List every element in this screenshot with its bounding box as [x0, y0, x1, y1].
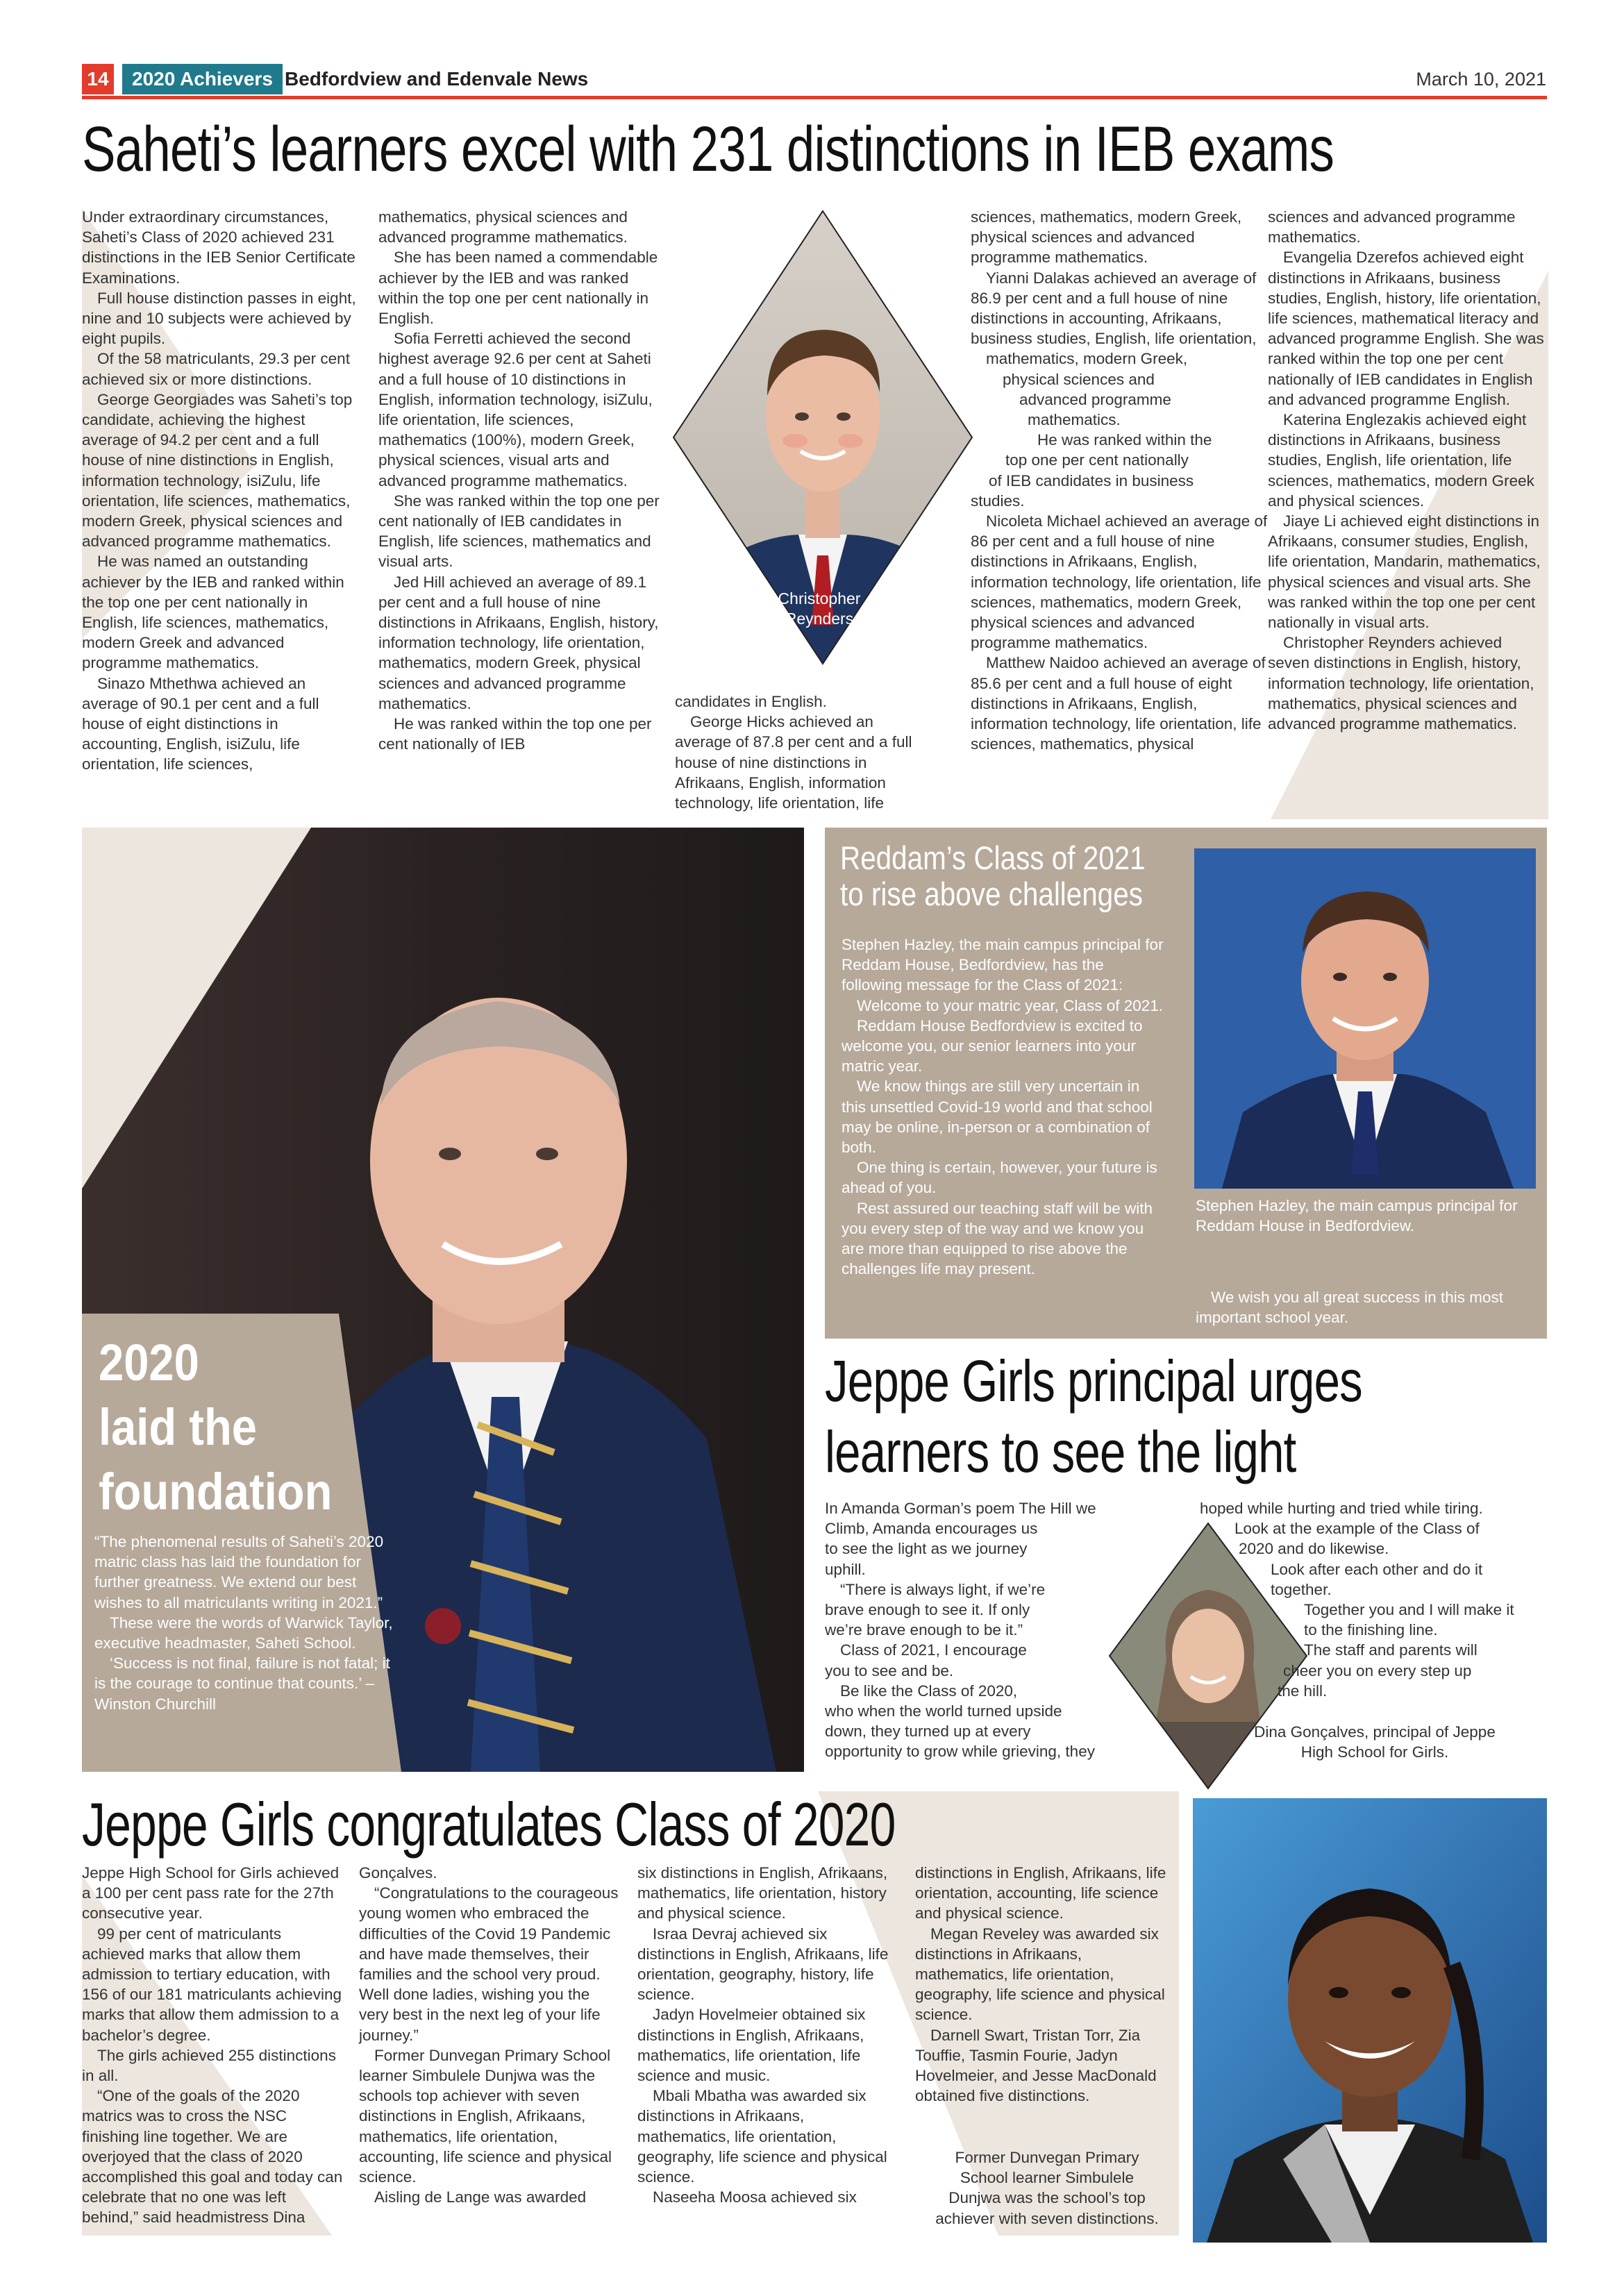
reddam-closing: We wish you all great success in this most important school year. — [1196, 1289, 1503, 1327]
text-line: Class of 2021, I encourage — [840, 1641, 1027, 1659]
paragraph: Christopher Reynders achieved seven distinctions in English, history, information technology, life orientation, mathematics, physical sciences and advanced programme mathematics. — [1268, 634, 1534, 733]
text-line: Look after each other and do it — [1271, 1560, 1483, 1578]
paragraph: Rest assured our teaching staff will be with you every step of the way and we know you are more than equipped to rise above the challenges life may present. — [842, 1199, 1153, 1278]
paragraph: advanced programme — [1019, 390, 1171, 408]
paragraph: Welcome to your matric year, Class of 2021. — [857, 996, 1164, 1014]
paragraph: mathematics, modern Greek, — [986, 350, 1188, 368]
text-line: Dina Gonçalves, principal of Jeppe — [1254, 1723, 1496, 1741]
text-line: “There is always light, if we’re — [840, 1580, 1046, 1598]
text-line: Former Dunvegan Primary — [955, 2149, 1139, 2166]
publication-name: Bedfordview and Edenvale News — [285, 68, 589, 90]
paragraph: Katerina Englezakis achieved eight distinctions in Afrikaans, business studies, English, life orientation, life sciences, mathematics, modern Greek and physical sciences. — [1268, 411, 1534, 510]
jeppe-light-headline — [825, 1346, 1362, 1487]
christopher-reynders-caption: Christopher Reynders — [778, 589, 861, 628]
paragraph: 99 per cent of matriculants achieved marks that allow them admission to tertiary education, with 156 of our 181 matriculants achieving marks that allow them admission to a bachelor’s degree. — [82, 1925, 342, 2044]
paragraph: George Georgiades was Saheti’s top candidate, achieving the highest average of 94.2 per cent and a full house of nine distinctions in English, information technology, isiZulu, life orientation, life sciences, mathematics, modern Greek, physical sciences and advanced programme mathematics. — [82, 390, 353, 551]
paragraph: Naseeha Moosa achieved six — [653, 2188, 857, 2206]
paragraph: distinctions in English, Afrikaans, life orientation, accounting, life science and physical science. — [915, 1864, 1166, 1922]
text-line: Dunjwa was the school’s top — [948, 2189, 1146, 2207]
paragraph: He was named an outstanding achiever by the IEB and ranked within the top one per cent nationally in English, life sciences, mathematics, modern Greek and advanced programme mathematics. — [82, 553, 344, 672]
paragraph: She has been named a commendable achiever by the IEB and was ranked within the top one per cent nationally in English. — [378, 249, 658, 328]
saheti-column-2 — [378, 207, 662, 754]
headline-line: Jeppe Girls principal urges — [825, 1348, 1362, 1414]
saheti-column-4 — [971, 207, 1269, 754]
jeppe-light-right-column — [1200, 1498, 1547, 1701]
paragraph: mathematics. — [1028, 411, 1121, 429]
saheti-column-1 — [82, 207, 360, 775]
paragraph: He was ranked within the — [1037, 431, 1212, 449]
text-line: High School for Girls. — [1300, 1743, 1449, 1761]
paragraph: Sinazo Mthethwa achieved an average of 90.1 per cent and a full house of eight distinctions in accounting, English, isiZulu, life orientation, life sciences, — [82, 674, 319, 773]
stephen-hazley-photo — [1194, 848, 1536, 1189]
paragraph: Jadyn Hovelmeier obtained six distinctions in English, Afrikaans, mathematics, life orientation, life science and music. — [637, 2006, 866, 2085]
paragraph: Aisling de Lange was awarded — [374, 2188, 587, 2206]
text-line: hoped while hurting and tried while tiring. — [1200, 1500, 1483, 1517]
paragraph: Evangelia Dzerefos achieved eight distinctions in Afrikaans, business studies, English, history, life orientation, life sciences, mathematical literacy and advanced programme English. She was ranked within the top one per cent nationally of IEB candidates in English and advanced programme English. — [1268, 249, 1544, 408]
jeppe-congrats-column-2 — [359, 1863, 623, 2207]
paragraph: six distinctions in English, Afrikaans, mathematics, life orientation, history and physical science. — [637, 1864, 888, 1922]
title-line: 2020 — [99, 1334, 199, 1391]
paragraph: mathematics, physical sciences and advanced programme mathematics. — [378, 208, 628, 246]
paragraph: “Congratulations to the courageous young women who embraced the difficulties of the Covid 19 Pandemic and have made themselves, their families and the school very proud. Well done ladies, wishing you the very best in the next leg of your life journey.” — [359, 1884, 619, 2044]
saheti-headline: Saheti’s learners excel with 231 distinctions in IEB exams — [82, 114, 1334, 185]
paragraph: Jiaye Li achieved eight distinctions in Afrikaans, consumer studies, English, life orientation, Mandarin, mathematics, physical sciences and visual arts. She was ranked within the top one per cent nationally in visual arts. — [1268, 512, 1541, 632]
paragraph: ‘Success is not final, failure is not fatal; it is the courage to continue that counts.’ – Winston Churchill — [94, 1654, 390, 1713]
paragraph: These were the words of Warwick Taylor, executive headmaster, Saheti School. — [94, 1614, 393, 1652]
text-line: The staff and parents will — [1304, 1641, 1477, 1659]
jeppe-congrats-column-1 — [82, 1863, 346, 2228]
headline-line: learners to see the light — [825, 1419, 1296, 1484]
paragraph: Israa Devraj achieved six distinctions in English, Afrikaans, life orientation, geography, history, life science. — [637, 1925, 889, 2004]
text-line: you to see and be. — [825, 1661, 954, 1679]
text-line: we’re brave enough to be it.” — [825, 1621, 1023, 1639]
paragraph: physical sciences and — [1003, 370, 1155, 388]
text-line: In Amanda Gorman’s poem The Hill we — [825, 1500, 1096, 1517]
reddam-body — [842, 935, 1168, 1279]
text-line: to the finishing line. — [1304, 1621, 1438, 1639]
paragraph: Megan Reveley was awarded six distinctions in Afrikaans, mathematics, life orientation, geography, life science and physical science. — [915, 1925, 1165, 2024]
paragraph: Gonçalves. — [359, 1864, 437, 1882]
text-line: down, they turned up at every — [825, 1723, 1031, 1741]
jeppe-congrats-column-4 — [915, 1863, 1179, 2106]
simbulele-dunjwa-caption — [915, 2147, 1179, 2229]
text-line: 2020 and do likewise. — [1239, 1540, 1389, 1558]
text-line: School learner Simbulele — [960, 2169, 1135, 2187]
paragraph: Jed Hill achieved an average of 89.1 per cent and a full house of nine distinctions in Afrikaans, English, history, information technology, life orientation, mathematics, modern Greek, physical sciences and advanced programme mathematics. — [378, 573, 659, 712]
jeppe-light-signoff — [1222, 1722, 1527, 1762]
page-number: 14 — [82, 64, 114, 94]
text-line: uphill. — [825, 1560, 866, 1578]
paragraph: Mbali Mbatha was awarded six distinctions in Afrikaans, mathematics, life orientation, geography, life science and physical science. — [637, 2087, 887, 2186]
text-line: opportunity to grow while grieving, they — [825, 1743, 1095, 1761]
paragraph: Full house distinction passes in eight, nine and 10 subjects were achieved by eight pupils. — [82, 289, 356, 348]
text-line: to see the light as we journey — [825, 1540, 1028, 1558]
paragraph: Darnell Swart, Tristan Torr, Zia Touffie, Tasmin Fourie, Jadyn Hovelmeier, and Jesse MacDonald obtained five distinctions. — [915, 2026, 1157, 2105]
reddam-headline — [840, 840, 1146, 912]
foundation-quote — [94, 1532, 393, 1714]
paragraph: sciences, mathematics, modern Greek, physical sciences and advanced programme mathematics. — [971, 208, 1242, 267]
text-line: Look at the example of the Class of — [1234, 1520, 1480, 1538]
paragraph: Sofia Ferretti achieved the second highest average 92.6 per cent at Saheti and a full house of 10 distinctions in English, information technology, isiZulu, life orientation, life sciences, mathematics (100%), modern Greek, physical sciences, visual arts and advanced programme mathematics. — [378, 330, 653, 489]
paragraph: of IEB candidates in business — [989, 471, 1194, 489]
stephen-hazley-caption: Stephen Hazley, the main campus principal for Reddam House in Bedfordview. — [1196, 1197, 1518, 1235]
text-line: the hill. — [1278, 1682, 1328, 1700]
text-line: achiever with seven distinctions. — [935, 2209, 1159, 2227]
paragraph: Jeppe High School for Girls achieved a 100 per cent pass rate for the 27th consecutive year. — [82, 1864, 340, 1922]
header-rule — [82, 96, 1547, 99]
issue-date: March 10, 2021 — [1416, 69, 1546, 90]
simbulele-dunjwa-photo — [1193, 1798, 1547, 2243]
headline-line: to rise above challenges — [840, 875, 1143, 912]
title-line: laid the — [99, 1398, 257, 1456]
paragraph: Former Dunvegan Primary School learner Simbulele Dunjwa was the schools top achiever with seven distinctions in English, Afrikaans, mathematics, life orientation, accounting, life science and physical science. — [359, 2046, 612, 2186]
paragraph: Of the 58 matriculants, 29.3 per cent achieved six or more distinctions. — [82, 350, 350, 388]
saheti-column-5 — [1268, 207, 1546, 734]
paragraph: Reddam House Bedfordview is excited to welcome you, our senior learners into your matric year. — [842, 1016, 1143, 1075]
paragraph: sciences and advanced programme mathematics. — [1268, 208, 1516, 246]
text-line: Together you and I will make it — [1304, 1601, 1514, 1619]
paragraph: Yianni Dalakas achieved an average of 86.9 per cent and a full house of nine distinctions in accounting, Afrikaans, business studies, English, life orientation, — [971, 269, 1257, 348]
title-line: foundation — [99, 1463, 333, 1520]
text-line: Be like the Class of 2020, — [840, 1682, 1018, 1700]
paragraph: candidates in English. — [675, 693, 827, 710]
paragraph: We know things are still very uncertain in this unsettled Covid-19 world and that school may be online, in-person or a combination of both. — [842, 1078, 1153, 1157]
section-label: 2020 Achievers — [122, 64, 283, 94]
headline-line: Reddam’s Class of 2021 — [840, 839, 1146, 876]
paragraph: The girls achieved 255 distinctions in all. — [82, 2046, 336, 2085]
paragraph: “The phenomenal results of Saheti’s 2020 matric class has laid the foundation for further greatness. We extend our best wishes to all matriculants writing in 2021.” — [94, 1533, 384, 1611]
paragraph: He was ranked within the top one per cent nationally of IEB — [378, 715, 652, 753]
paragraph: One thing is certain, however, your future is ahead of you. — [842, 1159, 1157, 1197]
text-line: brave enough to see it. If only — [825, 1601, 1030, 1619]
paragraph: Matthew Naidoo achieved an average of 85.6 per cent and a full house of eight distinctions in Afrikaans, English, information technology, life orientation, life sciences, mathematics, physical — [971, 654, 1266, 753]
text-line: who when the world turned upside — [825, 1702, 1062, 1720]
text-line: Climb, Amanda encourages us — [825, 1520, 1038, 1538]
paragraph: top one per cent nationally — [1005, 451, 1189, 469]
paragraph: “One of the goals of the 2020 matrics was to cross the NSC finishing line together. We are overjoyed that the class of 2020 accomplished this goal and today can celebrate that no one was left behind,” said headmistress Dina — [82, 2087, 343, 2227]
paragraph: George Hicks achieved an average of 87.8 per cent and a full house of nine distinctions in Afrikaans, English, information technology, life orientation, life — [675, 713, 912, 812]
paragraph: Under extraordinary circumstances, Saheti’s Class of 2020 achieved 231 distinctions in the IEB Senior Certificate Examinations. — [82, 208, 355, 287]
jeppe-congrats-column-3 — [637, 1863, 901, 2207]
saheti-column-3 — [675, 692, 925, 813]
foundation-title — [99, 1330, 332, 1524]
paragraph: Nicoleta Michael achieved an average of 86 per cent and a full house of nine distinctions in Afrikaans, English, information technology, life orientation, life sciences, mathematics, modern Greek, physical sciences and advanced programme mathematics. — [971, 512, 1268, 652]
paragraph: studies. — [971, 492, 1025, 510]
paragraph: She was ranked within the top one per cent nationally of IEB candidates in English, life sciences, mathematics and visual arts. — [378, 492, 660, 571]
paragraph: Stephen Hazley, the main campus principal for Reddam House, Bedfordview, has the following message for the Class of 2021: — [842, 936, 1164, 994]
text-line: together. — [1271, 1580, 1332, 1598]
text-line: cheer you on every step up — [1283, 1661, 1472, 1679]
jeppe-congrats-headline: Jeppe Girls congratulates Class of 2020 — [82, 1790, 896, 1859]
